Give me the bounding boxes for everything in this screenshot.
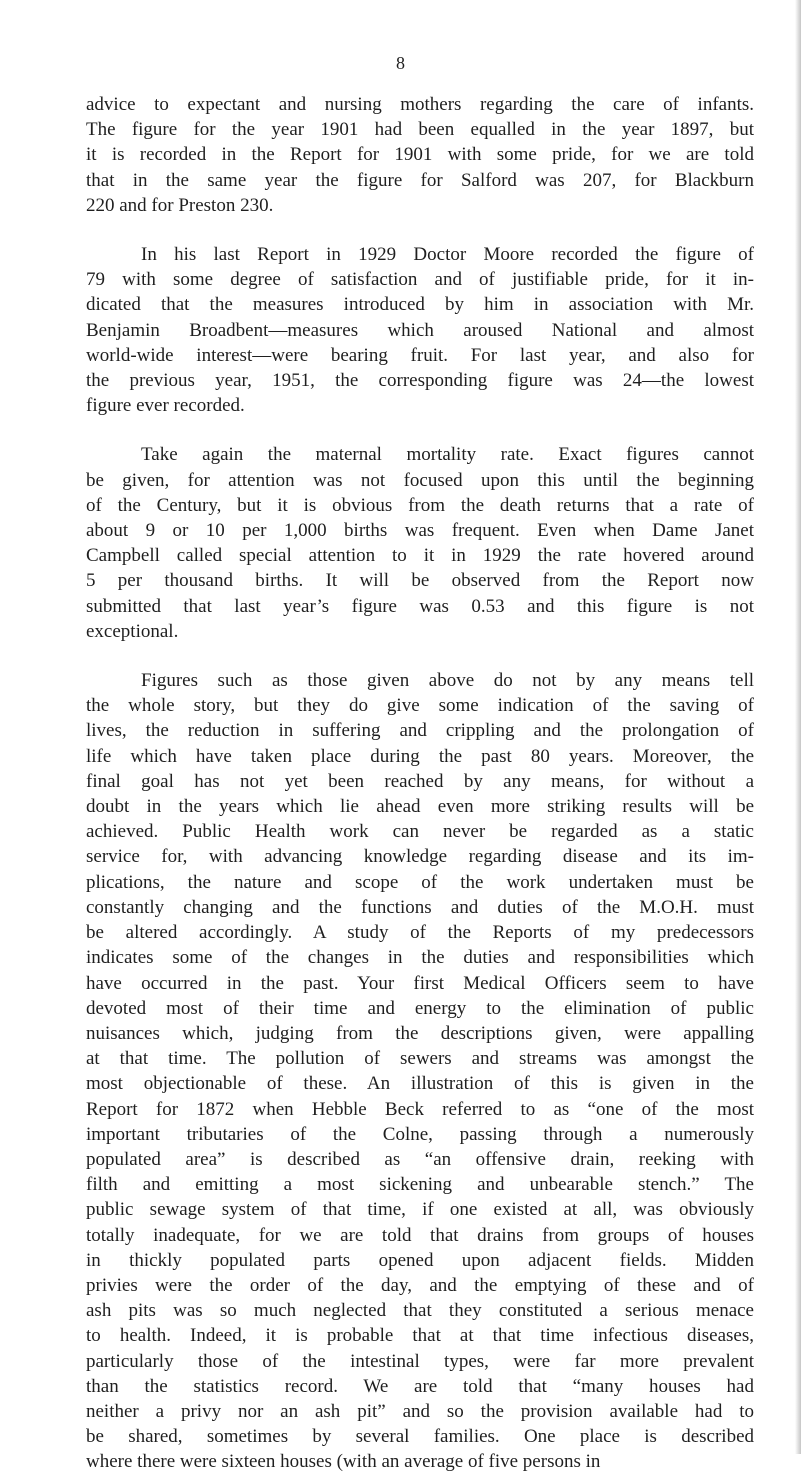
text-line: Figures such as those given above do not by any means tell — [141, 670, 754, 692]
text-line: service for, with advancing knowledge regarding disease and its im- — [86, 846, 754, 868]
text-line: be altered accordingly. A study of the Reports of my predecessors — [86, 922, 754, 944]
text-line: neither a privy nor an ash pit” and so the provision available had to — [86, 1400, 754, 1422]
text-line: to health. Indeed, it is probable that at that time infectious diseases, — [86, 1325, 754, 1347]
text-line: in thickly populated parts opened upon adjacent fields. Midden — [86, 1249, 754, 1271]
text-line: ash pits was so much neglected that they constituted a serious menace — [86, 1300, 754, 1322]
text-line: devoted most of their time and energy to the elimination of public — [86, 997, 754, 1019]
page-number: 8 — [396, 53, 405, 73]
text-line: have occurred in the past. Your first Medical Officers seem to have — [86, 972, 754, 994]
text-line: lives, the reduction in suffering and crippling and the prolongation of — [86, 720, 754, 742]
paragraph-maternal-mortality — [86, 442, 754, 644]
page-edge-shadow — [795, 0, 801, 1454]
paragraph-infant-mortality-figures — [86, 92, 754, 218]
body-text — [86, 92, 754, 1475]
text-line: 5 per thousand births. It will be observed from the Report now — [86, 570, 754, 592]
text-line: public sewage system of that time, if one existed at all, was obviously — [86, 1199, 754, 1221]
text-line: Report for 1872 when Hebble Beck referred to as “one of the most — [86, 1098, 754, 1120]
text-line: populated area” is described as “an offensive drain, reeking with — [86, 1148, 754, 1170]
text-line: world-wide interest—were bearing fruit. For last year, and also for — [86, 344, 754, 366]
text-line: filth and emitting a most sickening and unbearable stench.” The — [86, 1174, 754, 1196]
text-line: In his last Report in 1929 Doctor Moore recorded the figure of — [141, 244, 754, 266]
text-line: particularly those of the intestinal types, were far more prevalent — [86, 1350, 754, 1372]
text-line: most objectionable of these. An illustration of this is given in the — [86, 1073, 754, 1095]
text-line: the previous year, 1951, the corresponding figure was 24—the lowest — [86, 370, 754, 392]
text-line: totally inadequate, for we are told that drains from groups of houses — [86, 1224, 754, 1246]
paragraph-public-health-history — [86, 668, 754, 1475]
text-line: final goal has not yet been reached by any means, for without a — [86, 770, 754, 792]
text-line: constantly changing and the functions and duties of the M.O.H. must — [86, 896, 754, 918]
text-line: than the statistics record. We are told that “many houses had — [86, 1375, 754, 1397]
text-line: nuisances which, judging from the descriptions given, were appalling — [86, 1022, 754, 1044]
text-line: life which have taken place during the past 80 years. Moreover, the — [86, 745, 754, 767]
text-line: submitted that last year’s figure was 0.53 and this figure is not — [86, 595, 754, 617]
text-line: Campbell called special attention to it in 1929 the rate hovered around — [86, 545, 754, 567]
text-line: at that time. The pollution of sewers and streams was amongst the — [86, 1048, 754, 1070]
text-line: Take again the maternal mortality rate. Exact figures cannot — [141, 444, 754, 466]
text-line: that in the same year the figure for Salford was 207, for Blackburn — [86, 169, 754, 191]
text-line: privies were the order of the day, and the emptying of these and of — [86, 1274, 754, 1296]
text-line: doubt in the years which lie ahead even more striking results will be — [86, 796, 754, 818]
text-line: exceptional. — [86, 620, 179, 642]
text-line: be given, for attention was not focused upon this until the beginning — [86, 469, 754, 491]
text-line: The figure for the year 1901 had been equalled in the year 1897, but — [86, 119, 754, 141]
text-line: dicated that the measures introduced by him in association with Mr. — [86, 294, 754, 316]
text-line: where there were sixteen houses (with an average of five persons in — [86, 1451, 601, 1473]
text-line: it is recorded in the Report for 1901 with some pride, for we are told — [86, 144, 754, 166]
text-line: Benjamin Broadbent—measures which aroused National and almost — [86, 319, 754, 341]
text-line: plications, the nature and scope of the work undertaken must be — [86, 871, 754, 893]
text-line: figure ever recorded. — [86, 395, 245, 417]
text-line: about 9 or 10 per 1,000 births was frequent. Even when Dame Janet — [86, 520, 754, 542]
text-line: advice to expectant and nursing mothers regarding the care of infants. — [86, 94, 754, 115]
text-line: indicates some of the changes in the duties and responsibilities which — [86, 947, 754, 969]
text-line: 79 with some degree of satisfaction and of justifiable pride, for it in- — [86, 269, 754, 291]
paragraph-doctor-moore-report — [86, 242, 754, 418]
text-line: achieved. Public Health work can never be regarded as a static — [86, 821, 754, 843]
text-line: important tributaries of the Colne, passing through a numerously — [86, 1123, 754, 1145]
text-line: the whole story, but they do give some indication of the saving of — [86, 695, 754, 717]
text-line: be shared, sometimes by several families. One place is described — [86, 1426, 754, 1448]
text-line: of the Century, but it is obvious from the death returns that a rate of — [86, 494, 754, 516]
text-line: 220 and for Preston 230. — [86, 194, 274, 216]
